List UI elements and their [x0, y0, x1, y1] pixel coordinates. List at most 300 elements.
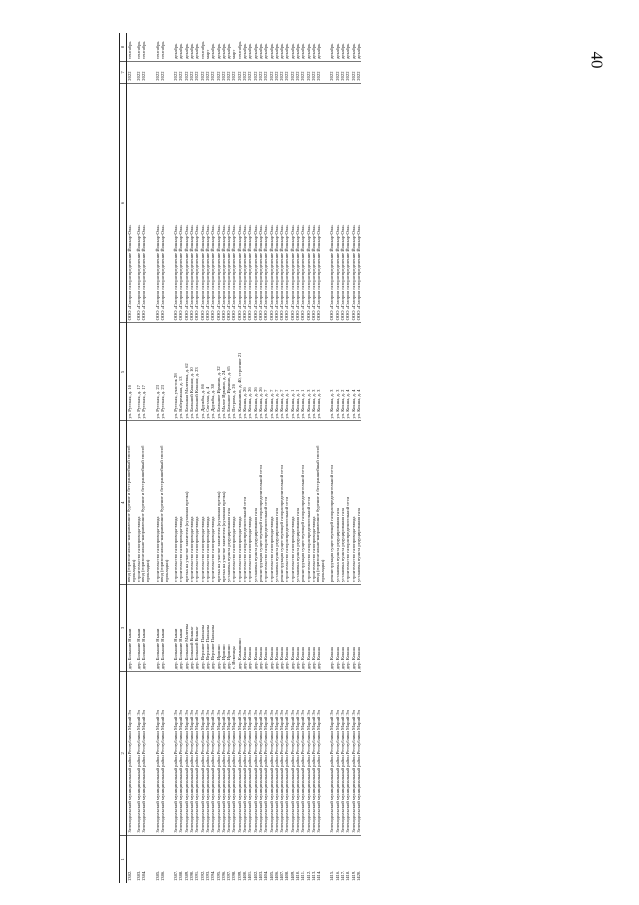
- row-number-cell: 1391.: [194, 870, 200, 881]
- municipality-cell: Зеленодольский муниципальный район Республики Марий Эл: [306, 672, 311, 835]
- work-type-cell: ввод (горизонтально-направленное бурение и бестраншейный способ прокладки): [316, 421, 325, 584]
- row-number-cell: 1417.: [339, 870, 345, 881]
- year-cell: 2022: [269, 61, 274, 83]
- month-cell: декабрь: [356, 33, 361, 61]
- work-type-cell: строительство газораспределительной сети: [242, 421, 247, 584]
- municipality-cell: Зеленодольский муниципальный район Республики Марий Эл: [284, 672, 289, 835]
- address-cell: ул. Русская, д. 17: [141, 323, 150, 421]
- row-number-cell: 1411.: [300, 870, 306, 881]
- municipality-cell: Зеленодольский муниципальный район Республики Марий Эл: [173, 672, 178, 835]
- year-cell: 2022: [316, 61, 325, 83]
- year-cell: 2022: [242, 61, 247, 83]
- settlement-cell: дер. Большие Ныкаи: [173, 584, 178, 671]
- municipality-cell: Зеленодольский муниципальный район Республики Марий Эл: [340, 672, 345, 835]
- year-cell: 2022: [279, 61, 284, 83]
- municipality-cell: Зеленодольский муниципальный район Республики Марий Эл: [295, 672, 300, 835]
- address-cell: ул. Русская, участок 28: [173, 323, 178, 421]
- settlement-cell: дер. Кокша: [284, 584, 289, 671]
- address-cell: ул. Кокша, д. 7: [274, 323, 279, 421]
- organization-cell: ООО «Газпром газораспределение Йошкар-Ола»: [127, 83, 137, 323]
- organization-cell: ООО «Газпром газораспределение Йошкар-Ола»: [242, 83, 247, 323]
- municipality-cell: Зеленодольский муниципальный район Республики Марий Эл: [127, 672, 137, 835]
- organization-cell: ООО «Газпром газораспределение Йошкар-Ола»: [226, 83, 231, 323]
- address-cell: ул. Большой Кокшаг, д. 10: [189, 323, 194, 421]
- settlement-cell: дер. Большие Ныкаи: [127, 584, 137, 671]
- month-cell: декабрь: [269, 33, 274, 61]
- address-cell: ул. Светлая, д. 4: [205, 323, 210, 421]
- address-cell: ул. Кокша, д. 3: [311, 323, 316, 421]
- work-type-cell: строительство газопровода-ввода: [155, 421, 160, 584]
- table-body: [127, 33, 362, 883]
- address-cell: ул. Камышино, д. 40, строение 21: [237, 323, 242, 421]
- municipality-cell: Зеленодольский муниципальный район Республики Марий Эл: [160, 672, 169, 835]
- municipality-cell: Зеленодольский муниципальный район Республики Марий Эл: [194, 672, 199, 835]
- municipality-cell: Зеленодольский муниципальный район Республики Марий Эл: [155, 672, 160, 835]
- year-cell: 2022: [205, 61, 210, 83]
- work-type-cell: строительство газораспределительной сети: [263, 421, 268, 584]
- address-cell: ул. Дружбы, д. 38: [210, 323, 215, 421]
- organization-cell: ООО «Газпром газораспределение Йошкар-Ола»: [340, 83, 345, 323]
- organization-cell: ООО «Газпром газораспределение Йошкар-Ола»: [295, 83, 300, 323]
- municipality-cell: Зеленодольский муниципальный район Республики Марий Эл: [345, 672, 350, 835]
- organization-cell: ООО «Газпром газораспределение Йошкар-Ола»: [231, 83, 236, 323]
- address-cell: ул. Кокша, д. 3: [306, 323, 311, 421]
- row-number-cell: 1394.: [210, 870, 216, 881]
- address-cell: ул. Кокша, д. 1: [295, 323, 300, 421]
- year-cell: 2022: [237, 61, 242, 83]
- settlement-cell: дер. Большие Ныкаи: [178, 584, 183, 671]
- address-cell: ул. Кокша, д. 3: [316, 323, 325, 421]
- settlement-cell: дер. Камышино: [237, 584, 242, 671]
- settlement-cell: с. Исменцы: [231, 584, 236, 671]
- month-cell: декабрь: [274, 33, 279, 61]
- column-header: 4: [120, 421, 127, 584]
- table-row: [356, 33, 361, 883]
- settlement-cell: дер. Кокша: [269, 584, 274, 671]
- work-type-cell: ввод (горизонтально-направленное бурение и бестраншейный способ прокладки): [127, 421, 137, 584]
- row-number-cell: 1408.: [284, 870, 290, 881]
- work-type-cell: строительство газораспределительной сети: [345, 421, 350, 584]
- address-cell: ул. Кокша, д. 7: [263, 323, 268, 421]
- municipality-cell: Зеленодольский муниципальный район Республики Марий Эл: [242, 672, 247, 835]
- work-type-cell: врезка на участке заявителя (кухонная врезка): [216, 421, 221, 584]
- month-cell: декабрь: [263, 33, 268, 61]
- row-number-cell: 1407.: [279, 870, 285, 881]
- row-number-cell: 1388.: [178, 870, 184, 881]
- month-cell: декабрь: [340, 33, 345, 61]
- settlement-cell: дер. Кокша: [279, 584, 284, 671]
- month-cell: декабрь: [351, 33, 356, 61]
- month-cell: декабрь: [300, 33, 305, 61]
- organization-cell: ООО «Газпром газораспределение Йошкар-Ола»: [356, 83, 361, 323]
- municipality-cell: Зеленодольский муниципальный район Республики Марий Эл: [263, 672, 268, 835]
- row-number-cell: 1399.: [236, 870, 242, 881]
- year-cell: 2022: [274, 61, 279, 83]
- address-cell: ул. Дружбы, д. 8б: [200, 323, 205, 421]
- settlement-cell: дер. Кокша: [290, 584, 295, 671]
- year-cell: 2022: [345, 61, 350, 83]
- month-cell: декабрь: [335, 33, 340, 61]
- work-type-cell: строительство газопровода-ввода: [194, 421, 199, 584]
- organization-cell: ООО «Газпром газораспределение Йошкар-Ола»: [279, 83, 284, 323]
- organization-cell: ООО «Газпром газораспределение Йошкар-Ола»: [253, 83, 258, 323]
- row-number-cell: 1396.: [220, 870, 226, 881]
- work-type-cell: установка пункта редуцирования газа: [226, 421, 231, 584]
- month-cell: март: [231, 33, 236, 61]
- municipality-cell: Зеленодольский муниципальный район Республики Марий Эл: [290, 672, 295, 835]
- month-cell: март: [205, 33, 210, 61]
- municipality-cell: Зеленодольский муниципальный район Республики Марий Эл: [189, 672, 194, 835]
- row-number-cell: 1402.: [252, 870, 258, 881]
- work-type-cell: реконструкция существующей газораспределительной сети: [329, 421, 334, 584]
- organization-cell: ООО «Газпром газораспределение Йошкар-Ола»: [258, 83, 263, 323]
- month-cell: декабрь: [306, 33, 311, 61]
- table-row: [141, 33, 150, 883]
- municipality-cell: Зеленодольский муниципальный район Республики Марий Эл: [184, 672, 189, 835]
- table-row: [127, 33, 137, 883]
- organization-cell: ООО «Газпром газораспределение Йошкар-Ола»: [160, 83, 169, 323]
- settlement-cell: дер. Ирмино: [226, 584, 231, 671]
- settlement-cell: дер. Кокша: [274, 584, 279, 671]
- row-number-cell: 1414.: [316, 870, 322, 881]
- year-cell: 2022: [340, 61, 345, 83]
- column-header: 1: [120, 835, 127, 883]
- work-type-cell: строительство газопровода-ввода: [178, 421, 183, 584]
- month-cell: декабрь: [345, 33, 350, 61]
- year-cell: 2022: [155, 61, 160, 83]
- row-number-cell: 1419.: [350, 870, 356, 881]
- municipality-cell: Зеленодольский муниципальный район Республики Марий Эл: [226, 672, 231, 835]
- work-type-cell: установка пункта редуцирования газа: [340, 421, 345, 584]
- year-cell: 2022: [210, 61, 215, 83]
- year-cell: 2022: [295, 61, 300, 83]
- month-cell: сентябрь: [136, 33, 141, 61]
- column-header: 8: [120, 33, 127, 61]
- row-number-cell: 1403.: [257, 870, 263, 881]
- row-number-cell: 1395.: [215, 870, 221, 881]
- settlement-cell: дер. Кокша: [356, 584, 361, 671]
- month-cell: декабрь: [316, 33, 325, 61]
- organization-cell: ООО «Газпром газораспределение Йошкар-Ола»: [335, 83, 340, 323]
- settlement-cell: дер. Кокша: [295, 584, 300, 671]
- column-header: 2: [120, 672, 127, 835]
- work-type-cell: строительство газопровода-ввода: [311, 421, 316, 584]
- address-cell: ул. Русская, д. 23: [160, 323, 169, 421]
- organization-cell: ООО «Газпром газораспределение Йошкар-Ола»: [136, 83, 141, 323]
- settlement-cell: дер. Кокша: [311, 584, 316, 671]
- organization-cell: ООО «Газпром газораспределение Йошкар-Ола»: [216, 83, 221, 323]
- organization-cell: ООО «Газпром газораспределение Йошкар-Ола»: [311, 83, 316, 323]
- organization-cell: ООО «Газпром газораспределение Йошкар-Ола»: [300, 83, 305, 323]
- municipality-cell: Зеленодольский муниципальный район Республики Марий Эл: [200, 672, 205, 835]
- year-cell: 2022: [329, 61, 334, 83]
- address-cell: ул. Кокша, д. 1: [284, 323, 289, 421]
- year-cell: 2022: [160, 61, 169, 83]
- row-number-cell: 1393.: [204, 870, 210, 881]
- settlement-cell: дер. Кокша: [263, 584, 268, 671]
- organization-cell: ООО «Газпром газораспределение Йошкар-Ола»: [210, 83, 215, 323]
- month-cell: декабрь: [295, 33, 300, 61]
- page-number: 40: [587, 51, 607, 69]
- work-type-cell: строительство газораспределительной сети: [306, 421, 311, 584]
- month-cell: декабрь: [210, 33, 215, 61]
- municipality-cell: Зеленодольский муниципальный район Республики Марий Эл: [258, 672, 263, 835]
- month-cell: декабрь: [178, 33, 183, 61]
- month-cell: декабрь: [226, 33, 231, 61]
- settlement-cell: дер. Кокша: [247, 584, 252, 671]
- municipality-cell: Зеленодольский муниципальный район Республики Марий Эл: [205, 672, 210, 835]
- organization-cell: ООО «Газпром газораспределение Йошкар-Ола»: [263, 83, 268, 323]
- work-type-cell: ввод (горизонтально-направленное бурение и бестраншейный способ прокладки): [141, 421, 150, 584]
- settlement-cell: дер. Кокша: [351, 584, 356, 671]
- municipality-cell: Зеленодольский муниципальный район Республики Марий Эл: [141, 672, 150, 835]
- address-cell: ул. Кокша, д. 26: [242, 323, 247, 421]
- month-cell: декабрь: [216, 33, 221, 61]
- rotated-table-container: [119, 33, 566, 883]
- year-cell: 2022: [127, 61, 137, 83]
- month-cell: сентябрь: [160, 33, 169, 61]
- year-cell: 2022: [284, 61, 289, 83]
- settlement-cell: дер. Большие Ныкаи: [136, 584, 141, 671]
- gasification-schedule-table: [119, 33, 361, 883]
- organization-cell: ООО «Газпром газораспределение Йошкар-Ола»: [205, 83, 210, 323]
- settlement-cell: дер. Кокша: [258, 584, 263, 671]
- address-cell: ул. Кокша, д. 3: [329, 323, 334, 421]
- organization-cell: ООО «Газпром газораспределение Йошкар-Ола»: [141, 83, 150, 323]
- work-type-cell: строительство газопровода-ввода: [205, 421, 210, 584]
- row-number-cell: 1418.: [345, 870, 351, 881]
- settlement-cell: дер. Кокша: [253, 584, 258, 671]
- year-cell: 2022: [194, 61, 199, 83]
- address-cell: ул. Кокша, д. 4: [356, 323, 361, 421]
- organization-cell: ООО «Газпром газораспределение Йошкар-Ола»: [200, 83, 205, 323]
- address-cell: ул. Кокша, д. 1: [300, 323, 305, 421]
- work-type-cell: строительство газопровода-ввода: [237, 421, 242, 584]
- year-cell: 2022: [189, 61, 194, 83]
- address-cell: ул. Кокша, д. 7: [279, 323, 284, 421]
- settlement-cell: дер. Большие Малеевы: [184, 584, 189, 671]
- month-cell: декабрь: [242, 33, 247, 61]
- settlement-cell: дер. Большой Кокшаг: [189, 584, 194, 671]
- year-cell: 2022: [306, 61, 311, 83]
- month-cell: сентябрь: [155, 33, 160, 61]
- row-number-cell: 1406.: [273, 870, 279, 881]
- work-type-cell: врезка на участке заявителя (кухонная врезка): [184, 421, 189, 584]
- address-cell: ул. Кокша, д. 1: [290, 323, 295, 421]
- table-row: [316, 33, 325, 883]
- year-cell: 2022: [200, 61, 205, 83]
- settlement-cell: дер. Большой Кокшаг: [194, 584, 199, 671]
- settlement-cell: дер. Большие Ныкаи: [155, 584, 160, 671]
- address-cell: ул. Русская, д. 17: [136, 323, 141, 421]
- row-number-cell: 1401.: [247, 870, 253, 881]
- organization-cell: ООО «Газпром газораспределение Йошкар-Ола»: [155, 83, 160, 323]
- municipality-cell: Зеленодольский муниципальный район Республики Марий Эл: [231, 672, 236, 835]
- settlement-cell: дер. Кокша: [335, 584, 340, 671]
- address-cell: ул. Большое Ирмино, д. 65: [226, 323, 231, 421]
- row-number-cell: 1409.: [289, 870, 295, 881]
- row-number-cell: 1384.: [141, 870, 147, 881]
- municipality-cell: Зеленодольский муниципальный район Республики Марий Эл: [335, 672, 340, 835]
- organization-cell: ООО «Газпром газораспределение Йошкар-Ола»: [237, 83, 242, 323]
- row-number-cell: 1383.: [136, 870, 142, 881]
- month-cell: декабрь: [194, 33, 199, 61]
- settlement-cell: дер. Кокша: [329, 584, 334, 671]
- address-cell: ул. Большое Ирмино, д. 32: [216, 323, 221, 421]
- year-cell: 2022: [231, 61, 236, 83]
- row-number-cell: 1415.: [329, 870, 335, 881]
- organization-cell: ООО «Газпром газораспределение Йошкар-Ола»: [189, 83, 194, 323]
- address-cell: ул. Кокша, д. 26: [253, 323, 258, 421]
- row-number-cell: 1405.: [268, 870, 274, 881]
- municipality-cell: Зеленодольский муниципальный район Республики Марий Эл: [253, 672, 258, 835]
- settlement-cell: дер. Кокша: [242, 584, 247, 671]
- year-cell: 2022: [216, 61, 221, 83]
- work-type-cell: установка пункта редуцирования газа: [274, 421, 279, 584]
- year-cell: 2022: [178, 61, 183, 83]
- row-number-cell: 1420.: [355, 870, 361, 881]
- settlement-cell: дер. Ирмино: [221, 584, 226, 671]
- organization-cell: ООО «Газпром газораспределение Йошкар-Ола»: [178, 83, 183, 323]
- row-number-cell: 1385.: [154, 870, 160, 881]
- month-cell: декабрь: [258, 33, 263, 61]
- municipality-cell: Зеленодольский муниципальный район Республики Марий Эл: [279, 672, 284, 835]
- row-number-cell: 1413.: [310, 870, 316, 881]
- work-type-cell: строительство газопровода-ввода: [136, 421, 141, 584]
- row-number-cell: 1400.: [242, 870, 248, 881]
- settlement-cell: дер. Верхние Пальялы: [200, 584, 205, 671]
- organization-cell: ООО «Газпром газораспределение Йошкар-Ола»: [269, 83, 274, 323]
- address-cell: ул. Кокша, д. 3: [335, 323, 340, 421]
- settlement-cell: дер. Верхние Пальялы: [205, 584, 210, 671]
- row-number-cell: 1390.: [189, 870, 195, 881]
- row-number-cell: 1416.: [334, 870, 340, 881]
- organization-cell: ООО «Газпром газораспределение Йошкар-Ола»: [316, 83, 325, 323]
- municipality-cell: Зеленодольский муниципальный район Республики Марий Эл: [216, 672, 221, 835]
- column-header: 7: [120, 61, 127, 83]
- work-type-cell: реконструкция существующей газораспределительной сети: [258, 421, 263, 584]
- work-type-cell: установка пункта редуцирования газа: [295, 421, 300, 584]
- municipality-cell: Зеленодольский муниципальный район Республики Марий Эл: [221, 672, 226, 835]
- work-type-cell: строительство газопровода-ввода: [247, 421, 252, 584]
- row-number-cell: 1412.: [305, 870, 311, 881]
- year-cell: 2022: [335, 61, 340, 83]
- work-type-cell: строительство газораспределительной сети: [284, 421, 289, 584]
- column-header: 5: [120, 323, 127, 421]
- settlement-cell: дер. Ирмино: [216, 584, 221, 671]
- row-number-cell: 1389.: [183, 870, 189, 881]
- year-cell: 2022: [290, 61, 295, 83]
- year-cell: 2022: [258, 61, 263, 83]
- year-cell: 2022: [136, 61, 141, 83]
- year-cell: 2022: [173, 61, 178, 83]
- work-type-cell: строительство газопровода-ввода: [269, 421, 274, 584]
- organization-cell: ООО «Газпром газораспределение Йошкар-Ола»: [247, 83, 252, 323]
- work-type-cell: врезка на участке заявителя (кухонная врезка): [221, 421, 226, 584]
- work-type-cell: установка пункта редуцирования газа: [356, 421, 361, 584]
- organization-cell: ООО «Газпром газораспределение Йошкар-Ола»: [221, 83, 226, 323]
- address-cell: ул. Петрова, д. 26: [231, 323, 236, 421]
- municipality-cell: Зеленодольский муниципальный район Республики Марий Эл: [356, 672, 361, 835]
- work-type-cell: реконструкция существующей газораспределительной сети: [279, 421, 284, 584]
- year-cell: 2022: [247, 61, 252, 83]
- municipality-cell: Зеленодольский муниципальный район Республики Марий Эл: [237, 672, 242, 835]
- municipality-cell: Зеленодольский муниципальный район Республики Марий Эл: [247, 672, 252, 835]
- work-type-cell: строительство газопровода-ввода: [290, 421, 295, 584]
- municipality-cell: Зеленодольский муниципальный район Республики Марий Эл: [269, 672, 274, 835]
- month-cell: декабрь: [221, 33, 226, 61]
- row-number-cell: 1386.: [159, 870, 165, 881]
- address-cell: ул. Русская, д. 23: [155, 323, 160, 421]
- year-cell: 2022: [253, 61, 258, 83]
- organization-cell: ООО «Газпром газораспределение Йошкар-Ола»: [194, 83, 199, 323]
- work-type-cell: строительство газопровода-ввода: [189, 421, 194, 584]
- organization-cell: ООО «Газпром газораспределение Йошкар-Ола»: [173, 83, 178, 323]
- year-cell: 2022: [351, 61, 356, 83]
- municipality-cell: Зеленодольский муниципальный район Республики Марий Эл: [300, 672, 305, 835]
- month-cell: декабрь: [290, 33, 295, 61]
- month-cell: декабрь: [284, 33, 289, 61]
- work-type-cell: строительство газопровода-ввода: [200, 421, 205, 584]
- organization-cell: ООО «Газпром газораспределение Йошкар-Ола»: [284, 83, 289, 323]
- table-row: [160, 33, 169, 883]
- municipality-cell: Зеленодольский муниципальный район Республики Марий Эл: [316, 672, 325, 835]
- municipality-cell: Зеленодольский муниципальный район Республики Марий Эл: [178, 672, 183, 835]
- work-type-cell: реконструкция существующей газораспределительной сети: [300, 421, 305, 584]
- month-cell: сентябрь: [237, 33, 242, 61]
- column-header: 6: [120, 83, 127, 323]
- row-number-cell: 1382.: [127, 870, 132, 881]
- settlement-cell: дер. Кокша: [340, 584, 345, 671]
- column-header: 3: [120, 584, 127, 671]
- address-cell: ул. Кокша, д. 2: [340, 323, 345, 421]
- year-cell: 2022: [141, 61, 150, 83]
- work-type-cell: строительство газопровода-ввода: [351, 421, 356, 584]
- month-cell: сентябрь: [141, 33, 150, 61]
- address-cell: ул. Кокша, д. 26: [258, 323, 263, 421]
- year-cell: 2022: [300, 61, 305, 83]
- address-cell: ул. Большая Малеевка, д. 62: [184, 323, 189, 421]
- month-cell: декабрь: [253, 33, 258, 61]
- municipality-cell: Зеленодольский муниципальный район Республики Марий Эл: [351, 672, 356, 835]
- organization-cell: ООО «Газпром газораспределение Йошкар-Ола»: [345, 83, 350, 323]
- year-cell: 2022: [356, 61, 361, 83]
- work-type-cell: строительство газопровода-ввода: [231, 421, 236, 584]
- month-cell: декабрь: [329, 33, 334, 61]
- row-number-cell: 1392.: [199, 870, 205, 881]
- organization-cell: ООО «Газпром газораспределение Йошкар-Ола»: [184, 83, 189, 323]
- address-cell: ул. Кокша, д. 4: [351, 323, 356, 421]
- work-type-cell: установка пункта редуцирования газа: [335, 421, 340, 584]
- month-cell: сентябрь: [127, 33, 137, 61]
- year-cell: 2022: [263, 61, 268, 83]
- settlement-cell: дер. Кокша: [316, 584, 325, 671]
- address-cell: ул. Малое Ирмино, д. 24: [221, 323, 226, 421]
- municipality-cell: Зеленодольский муниципальный район Республики Марий Эл: [311, 672, 316, 835]
- settlement-cell: дер. Кокша: [345, 584, 350, 671]
- month-cell: декабрь: [279, 33, 284, 61]
- organization-cell: ООО «Газпром газораспределение Йошкар-Ола»: [329, 83, 334, 323]
- work-type-cell: строительство газопровода-ввода: [173, 421, 178, 584]
- address-cell: ул. Кокша, д. 26: [247, 323, 252, 421]
- month-cell: декабрь: [311, 33, 316, 61]
- municipality-cell: Зеленодольский муниципальный район Республики Марий Эл: [210, 672, 215, 835]
- row-number-cell: 1404.: [263, 870, 269, 881]
- address-cell: ул. Русская, д. 16: [127, 323, 137, 421]
- settlement-cell: дер. Большие Ныкаи: [160, 584, 169, 671]
- address-cell: ул. Кокша, д. 7: [269, 323, 274, 421]
- row-number-cell: 1387.: [173, 870, 179, 881]
